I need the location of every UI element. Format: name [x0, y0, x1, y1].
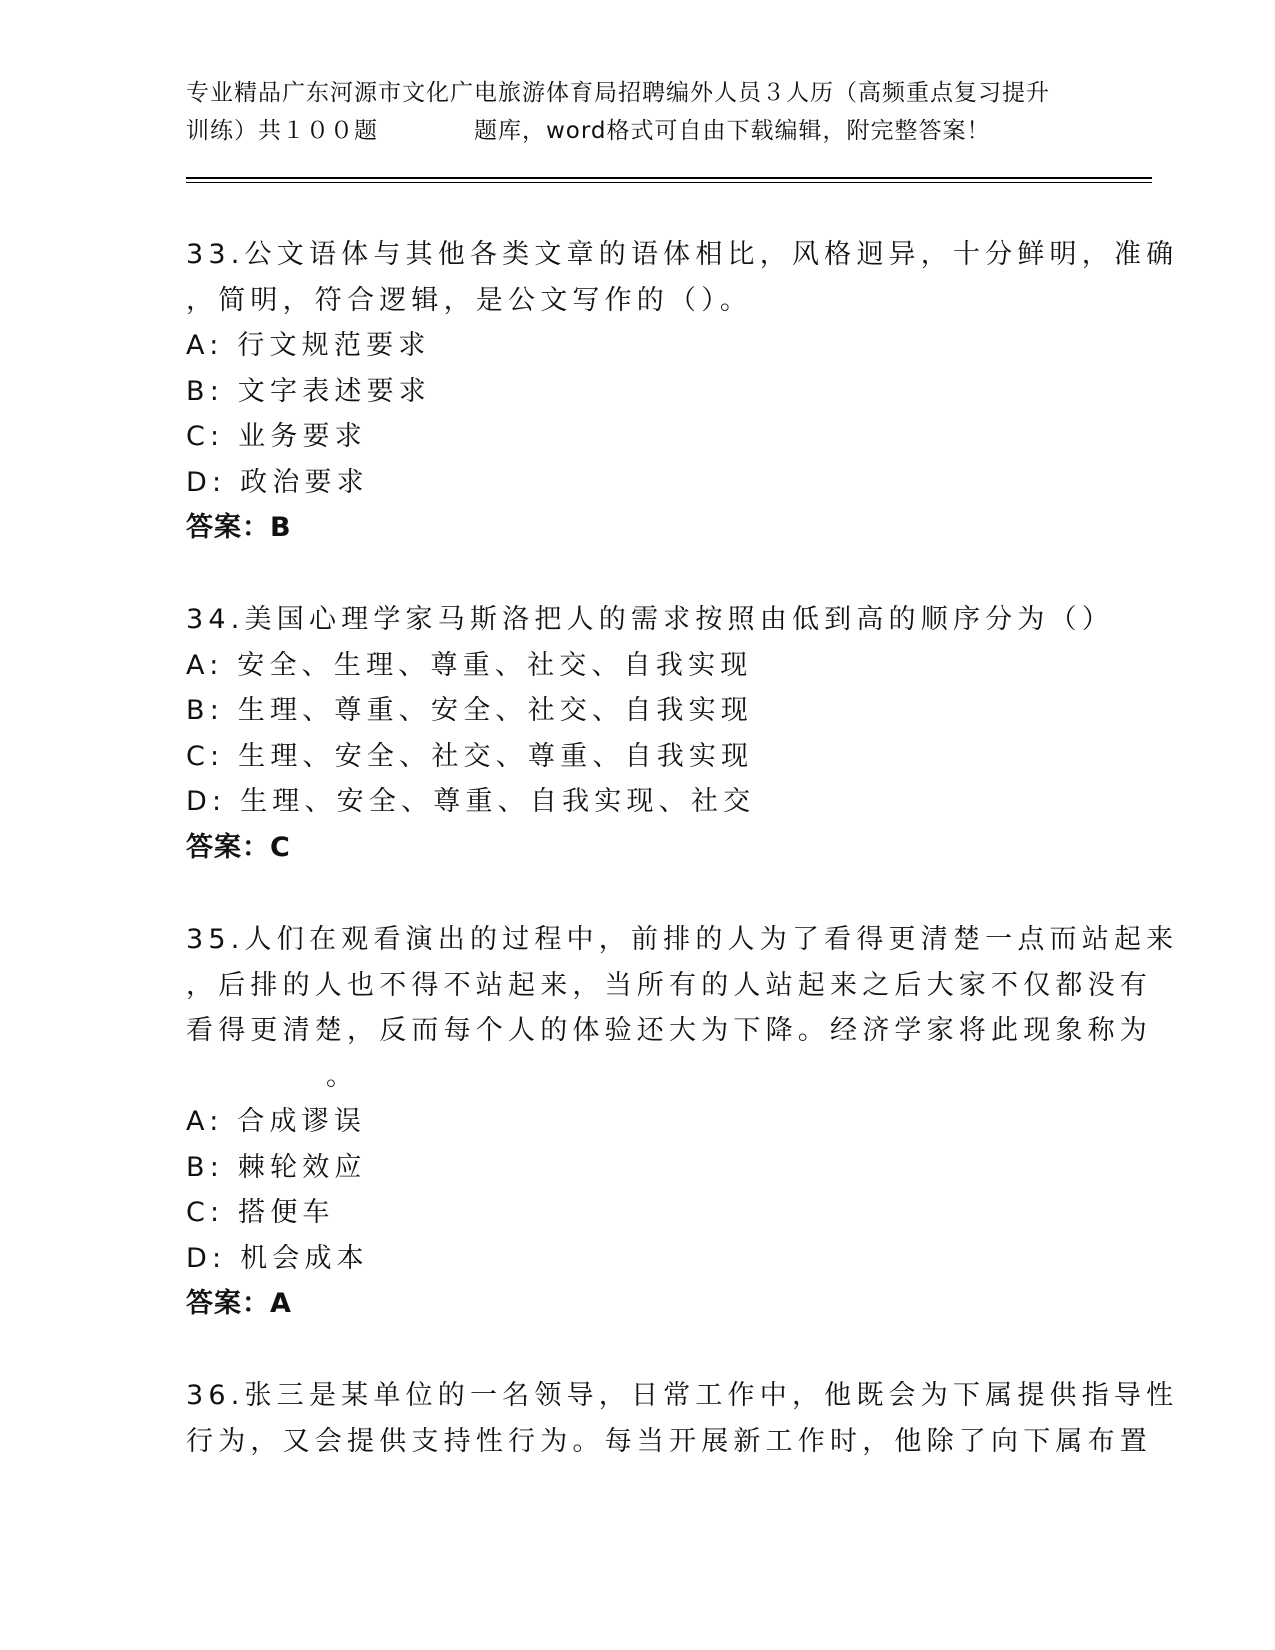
option-c: C: 搭便车: [186, 1197, 335, 1228]
header-divider-thick: [186, 177, 1152, 179]
option-a: A: 合成谬误: [186, 1106, 367, 1137]
option-d: D: 机会成本: [186, 1242, 369, 1274]
question-text-line: 行为，又会提供支持性行为。每当开展新工作时，他除了向下属布置: [186, 1425, 1152, 1457]
header-title-line-1: 专业精品广东河源市文化广电旅游体育局招聘编外人员３人历（高频重点复习提升: [186, 80, 1050, 106]
question-text-line: ，简明，符合逻辑，是公文写作的（）。: [186, 284, 753, 316]
option-d: D: 政治要求: [186, 466, 369, 498]
question-text-line: ，后排的人也不得不站起来，当所有的人站起来之后大家不仅都没有: [186, 969, 1152, 1001]
question-34: [186, 597, 1116, 870]
question-text-line: 35.人们在观看演出的过程中，前排的人为了看得更清楚一点而站起来: [186, 924, 1179, 955]
page-header: [186, 74, 1086, 150]
option-d: D: 生理、安全、尊重、自我实现、社交: [186, 786, 756, 817]
question-text-line: 看得更清楚，反而每个人的体验还大为下降。经济学家将此现象称为: [186, 1015, 1152, 1046]
option-c: C: 业务要求: [186, 421, 367, 452]
option-a: A: 安全、生理、尊重、社交、自我实现: [186, 649, 753, 681]
answer: 答案：A: [186, 1288, 292, 1319]
question-35: [186, 917, 1179, 1327]
option-b: B: 棘轮效应: [186, 1151, 367, 1183]
option-a: A: 行文规范要求: [186, 330, 431, 361]
question-blank-end: 。: [326, 1060, 359, 1092]
answer: 答案：C: [186, 831, 291, 863]
option-b: B: 文字表述要求: [186, 375, 432, 407]
question-36: [186, 1373, 1179, 1464]
answer: 答案：B: [186, 512, 292, 543]
header-title-line-2: 训练）共１００题 题库，word格式可自由下载编辑，附完整答案！: [186, 118, 991, 144]
question-text-line: 36.张三是某单位的一名领导，日常工作中，他既会为下属提供指导性: [186, 1380, 1179, 1411]
option-b: B: 生理、尊重、安全、社交、自我实现: [186, 695, 754, 726]
question-33: [186, 232, 1179, 551]
option-c: C: 生理、安全、社交、尊重、自我实现: [186, 740, 754, 772]
question-text-line: 34.美国心理学家马斯洛把人的需求按照由低到高的顺序分为（）: [186, 604, 1114, 635]
header-divider-thin: [186, 182, 1152, 183]
question-text-line: 33.公文语体与其他各类文章的语体相比，风格迥异，十分鲜明，准确: [186, 239, 1179, 270]
